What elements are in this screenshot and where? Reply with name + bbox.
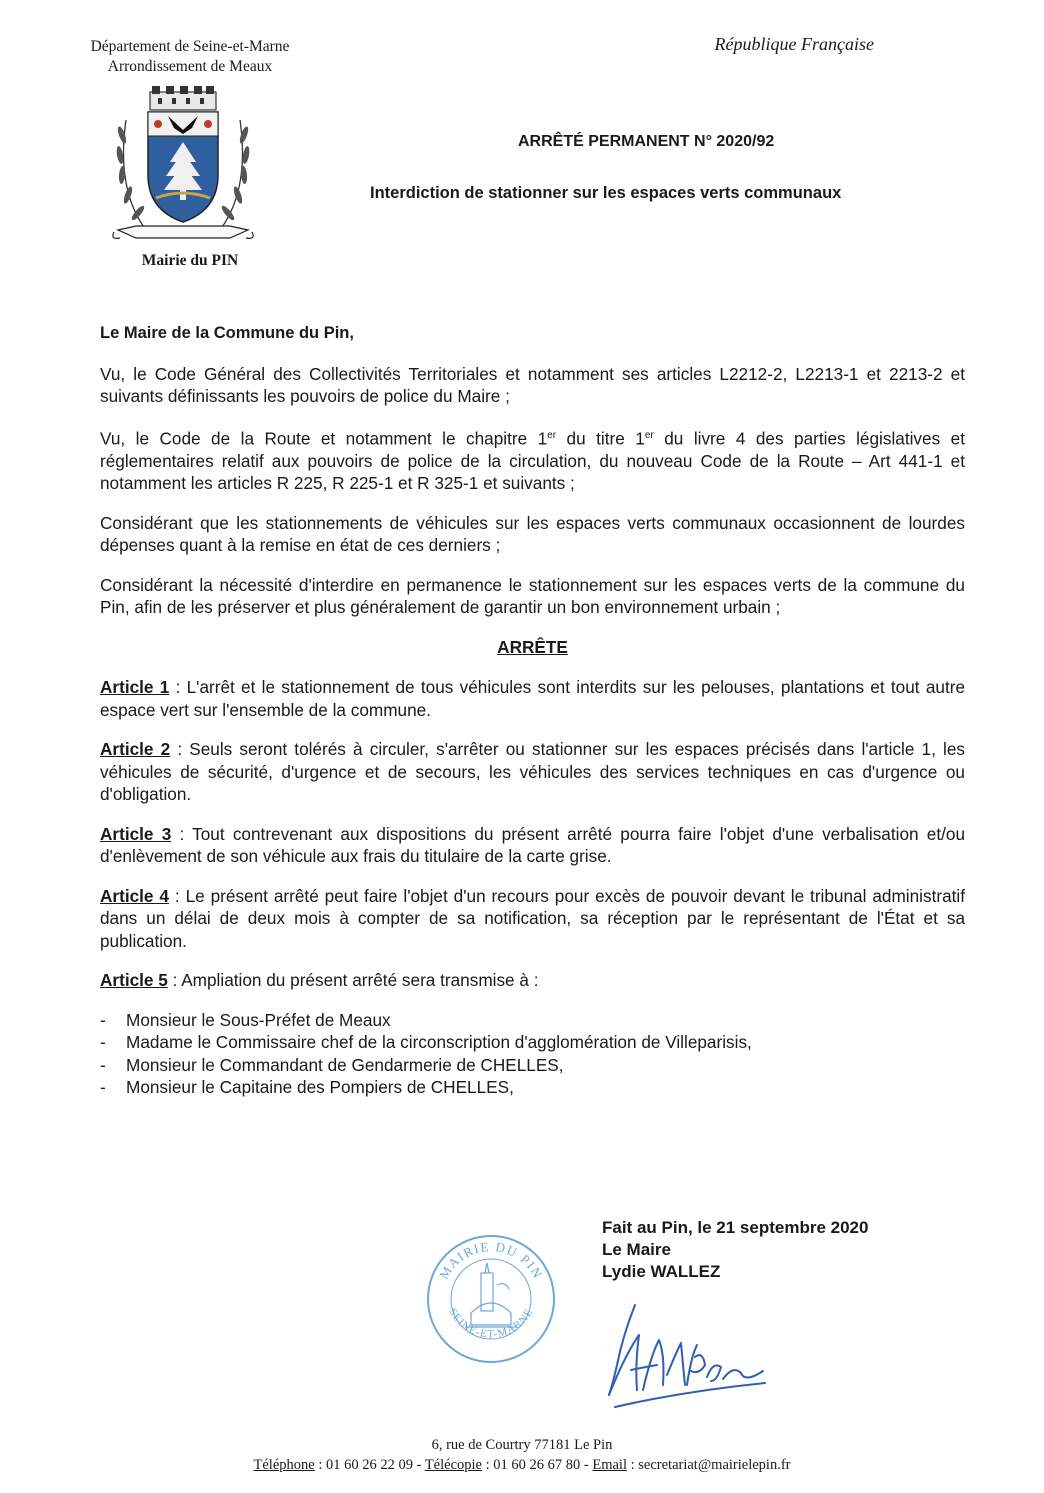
fax-number: : 01 60 26 67 80 -: [481, 1457, 593, 1473]
considerant-paragraph-1: Considérant que les stationnements de véhicules sur les espaces verts communaux occasionnent de lourdes dépenses quant à la remise en état de ces derniers ;: [100, 512, 965, 556]
arrete-subject: Interdiction de stationner sur les espaces verts communaux: [370, 184, 842, 202]
article-label: Article 5: [100, 970, 168, 991]
place-date: Fait au Pin, le 21 septembre 2020: [602, 1218, 869, 1237]
email-label: Email: [592, 1457, 627, 1473]
article-text: Seuls seront tolérés à circuler, s'arrêter ou stationner sur les espaces précisés dans l'article 1, les véhicules de sécurité, d'urgence et de secours, les véhicules des services techniques en cas d'urgence ou d'obligation.: [100, 739, 965, 805]
signature-block: [602, 1217, 868, 1283]
email-address: : secretariat@mairielepin.fr: [626, 1457, 791, 1473]
list-item: - Monsieur le Commandant de Gendarmerie de CHELLES,: [100, 1054, 965, 1077]
article-text: Tout contrevenant aux dispositions du présent arrêté pourra faire l'objet d'une verbalisation et/ou d'enlèvement de son véhicule aux frais du titulaire de la carte grise.: [100, 823, 966, 867]
article-text: Le présent arrêté peut faire l'objet d'un recours pour excès de pouvoir devant le tribunal administratif dans un délai de deux mois à compter de sa notification, sa réception par le représentant de l'État et sa publication.: [100, 885, 965, 951]
article-4: Article 4 : Le présent arrêté peut faire l'objet d'un recours pour excès de pouvoir devant le tribunal administratif dans un délai de deux mois à compter de sa notification, sa réception par le représentant de l'État et sa publication.: [100, 885, 965, 951]
article-text: Ampliation du présent arrêté sera transmise à :: [181, 970, 539, 991]
vu-paragraph-1: Vu, le Code Général des Collectivités Territoriales et notamment ses articles L2212-2, L2213-1 et 2213-2 et suivants définissants les pouvoirs de police du Maire ;: [100, 363, 965, 406]
signatory-role: Le Maire: [602, 1240, 671, 1259]
list-item: - Monsieur le Capitaine des Pompiers de CHELLES,: [100, 1076, 965, 1099]
list-item: - Monsieur le Sous-Préfet de Meaux: [100, 1009, 965, 1032]
signatory-name: Lydie WALLEZ: [602, 1262, 721, 1281]
article-text: L'arrêt et le stationnement de tous véhicules sont interdits sur les pelouses, plantations et tout autre espace vert sur l'ensemble de la commune.: [100, 677, 965, 720]
department-header: [60, 37, 320, 77]
list-item: - Madame le Commissaire chef de la circonscription d'agglomération de Villeparisis,: [100, 1031, 965, 1054]
svg-text:MAIRIE DU PIN: MAIRIE DU PIN: [436, 1238, 546, 1282]
arrete-heading: ARRÊTE: [497, 636, 568, 657]
article-2: Article 2 : Seuls seront tolérés à circuler, s'arrêter ou stationner sur les espaces précisés dans l'article 1, les véhicules de sécurité, d'urgence et de secours, les véhicules des services techniques en cas d'urgence ou d'obligation.: [100, 739, 965, 805]
vu-paragraph-2: Vu, le Code de la Route et notamment le chapitre 1er du titre 1er du livre 4 des parties législatives et réglementaires relatif aux pouvoirs de police de la circulation, du nouveau Code de la Route – Art 441-1 et notamment les articles R 225, R 225-1 et R 325-1 et suivants ;: [100, 428, 965, 494]
considerant-paragraph-2: Considérant la nécessité d'interdire en permanence le stationnement sur les espaces verts de la commune du Pin, afin de les préserver et plus généralement de garantir un bon environnement urbain ;: [100, 574, 965, 618]
footer-contacts: [0, 1457, 1044, 1474]
recipients-list: [100, 1009, 965, 1099]
article-5: Article 5 : Ampliation du présent arrêté sera transmise à :: [100, 970, 539, 991]
arrondissement-name: Arrondissement de Meaux: [107, 58, 273, 75]
republic-label: République Française: [714, 34, 874, 54]
article-label: Article 1: [100, 677, 170, 698]
article-1: Article 1 : L'arrêt et le stationnement de tous véhicules sont interdits sur les pelouses, plantations et tout autre espace vert sur l'ensemble de la commune.: [100, 677, 965, 720]
telephone-number: : 01 60 26 22 09 -: [314, 1457, 425, 1473]
department-name: Département de Seine-et-Marne: [90, 38, 290, 55]
arrete-body: [100, 322, 965, 1099]
article-3: Article 3 : Tout contrevenant aux dispositions du présent arrêté pourra faire l'objet d'une verbalisation et/ou d'enlèvement de son véhicule aux frais du titulaire de la carte grise.: [100, 823, 966, 867]
handwritten-signature: [595, 1295, 775, 1415]
footer-address: 6, rue de Courtry 77181 Le Pin: [431, 1437, 613, 1453]
svg-text:SEINE-ET-MARNE: SEINE-ET-MARNE: [446, 1306, 536, 1341]
article-label: Article 2: [100, 739, 171, 760]
mairie-stamp: [425, 1233, 557, 1365]
maire-heading: Le Maire de la Commune du Pin,: [100, 324, 354, 342]
arrete-number: ARRÊTÉ PERMANENT N° 2020/92: [518, 133, 775, 150]
article-label: Article 3: [100, 823, 172, 844]
telephone-label: Téléphone: [253, 1457, 315, 1473]
town-crest-logo: [108, 80, 258, 250]
fax-label: Télécopie: [424, 1457, 482, 1473]
mairie-label: Mairie du PIN: [141, 252, 239, 269]
article-label: Article 4: [100, 885, 169, 906]
